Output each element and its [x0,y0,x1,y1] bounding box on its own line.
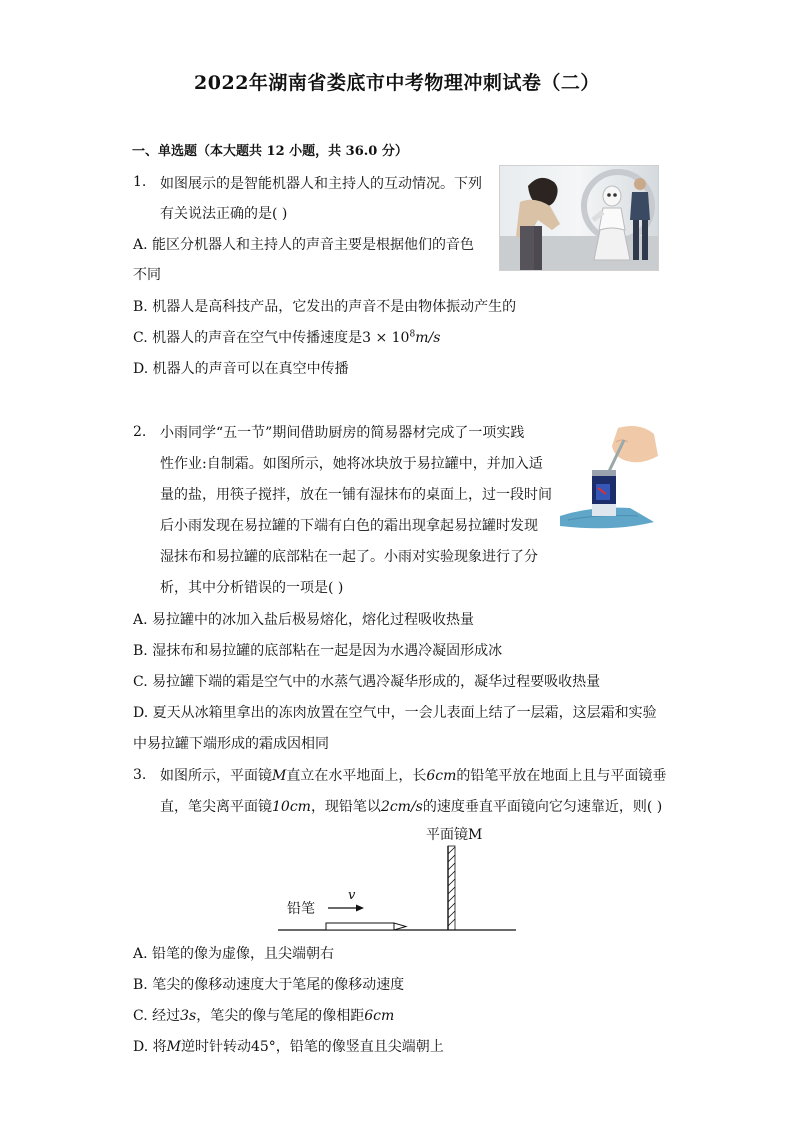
option-c-text: C. 机器人的声音在空气中传播速度是3 × 10 [133,330,410,346]
stem-text: 直，笔尖离平面镜 [160,799,272,815]
question-stem-line [160,796,662,816]
mirror-pencil-figure [270,820,530,940]
option-d-text: D. 将 [133,1039,167,1055]
time-value: 3s [180,1008,197,1024]
question-number: 2. [133,424,147,440]
option-a: A. 易拉罐中的冰加入盐后极易熔化，熔化过程吸收热量 [133,612,475,628]
question-stem-line: 有关说法正确的是( ) [160,206,288,222]
option-d: D. 机器人的声音可以在真空中传播 [133,361,349,377]
stem-text: ，现铅笔以 [310,799,381,815]
option-a: A. 能区分机器人和主持人的声音主要是根据他们的音色 [133,237,475,253]
question-stem-line: 析，其中分析错误的一项是( ) [160,580,344,596]
option-b: B. 机器人是高科技产品，它发出的声音不是由物体振动产生的 [133,299,517,315]
mirror-symbol: M [166,1039,181,1055]
pencil [326,923,406,930]
unit: m/s [415,330,441,346]
option-b: B. 笔尖的像移动速度大于笔尾的像移动速度 [133,977,405,993]
option-d: D. 夏天从冰箱里拿出的冻肉放置在空气中，一会儿表面上结了一层霜，这层霜和实验 [133,705,657,721]
option-c [133,1005,394,1025]
option-c: C. 易拉罐下端的霜是空气中的水蒸气遇冷凝华形成的，凝华过程要吸收热量 [133,674,601,690]
exponent: 8 [409,329,416,340]
stem-text: 直立在水平地面上，长 [286,768,427,784]
question-stem-line: 湿抹布和易拉罐的底部粘在一起了。小雨对实验现象进行了分 [160,549,538,565]
stem-text: 如图所示，平面镜 [160,768,272,784]
mirror-label: 平面镜M [426,827,483,843]
option-c-text: ，笔尖的像与笔尾的像相距 [196,1008,365,1024]
question-number: 3. [133,767,147,783]
option-d [133,1036,444,1056]
section-heading: 一、单选题（本大题共 12 小题，共 36.0 分） [132,144,408,159]
question-stem-line: 量的盐，用筷子搅拌，放在一铺有湿抹布的桌面上，过一段时间 [160,487,552,503]
page-title: 2022年湖南省娄底市中考物理冲刺试卷（二） [194,72,600,94]
question-stem-line: 性作业:自制霜。如图所示，她将冰块放于易拉罐中，并加入适 [160,456,543,472]
option-d-continued: 中易拉罐下端形成的霜成因相同 [133,736,329,752]
mirror-symbol: M [272,768,287,784]
stem-text: 的铅笔平放在地面上且与平面镜垂 [456,768,667,784]
can-frost-photo [558,418,658,536]
velocity-arrow [328,905,364,912]
distance-value: 10cm [272,799,311,815]
option-c-text: C. 经过 [133,1008,181,1024]
option-a: A. 铅笔的像为虚像，且尖端朝右 [133,946,335,962]
option-d-text: 逆时针转动45°，铅笔的像竖直且尖端朝上 [180,1039,444,1055]
velocity-label: v [348,888,356,903]
option-c [133,327,440,347]
length-value: 6cm [426,768,457,784]
pencil-label: 铅笔 [287,901,315,917]
question-stem-line: 如图展示的是智能机器人和主持人的互动情况。下列 [160,176,482,192]
option-b: B. 湿抹布和易拉罐的底部粘在一起是因为水遇冷凝固形成冰 [133,643,503,659]
stem-text: 的速度垂直平面镜向它匀速靠近，则( ) [422,799,663,815]
option-a-continued: 不同 [133,267,161,283]
question-stem-line: 小雨同学“五一节”期间借助厨房的简易器材完成了一项实践 [160,425,525,441]
speed-value: 2cm/s [380,799,423,815]
question-number: 1. [133,174,147,190]
question-stem-line [160,765,666,785]
robot-host-photo [499,165,659,271]
question-stem-line: 后小雨发现在易拉罐的下端有白色的霜出现拿起易拉罐时发现 [160,518,538,534]
distance-value: 6cm [364,1008,395,1024]
mirror [448,846,455,930]
